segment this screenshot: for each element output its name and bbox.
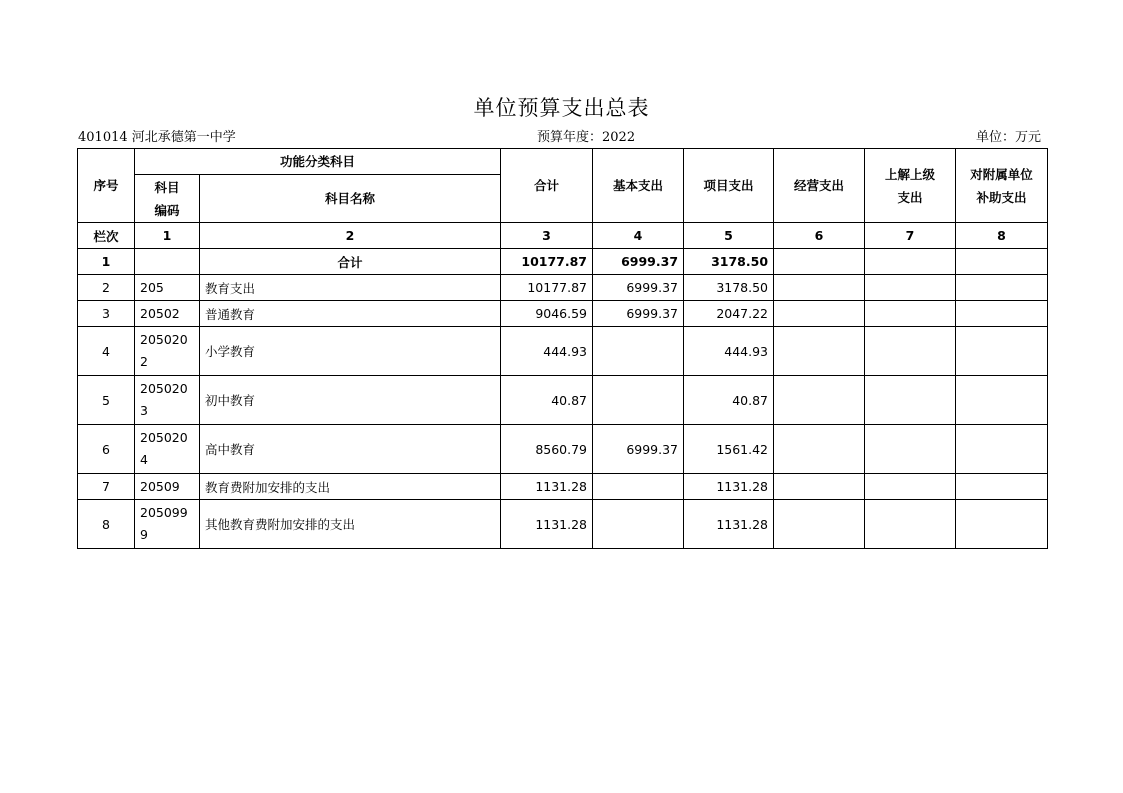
cell-seq: 1 [78, 249, 135, 275]
header-code-line2: 编码 [154, 202, 180, 218]
cell-sub [956, 249, 1048, 275]
cell-operating-expense [774, 275, 865, 301]
cell-project: 2047.22 [684, 301, 774, 327]
table-row [78, 327, 1048, 376]
header-operating-expense: 经营支出 [774, 149, 865, 223]
cell-upper [865, 474, 956, 500]
cell-code: 20502 [135, 301, 200, 327]
cell-project: 444.93 [684, 327, 774, 376]
cell-upper [865, 327, 956, 376]
cell-upper [865, 249, 956, 275]
budget-expenditure-table [77, 148, 1048, 549]
cell-seq: 4 [78, 327, 135, 376]
cell-code: 2050202 [135, 327, 200, 376]
header-total: 合计 [501, 149, 593, 223]
cell-code: 2050999 [135, 500, 200, 549]
index-label: 栏次 [78, 223, 135, 249]
cell-basic [593, 500, 684, 549]
cell-total: 10177.87 [501, 249, 593, 275]
table-row [78, 275, 1048, 301]
index-basic: 4 [593, 223, 684, 249]
cell-name: 教育费附加安排的支出 [200, 474, 501, 500]
table-row [78, 376, 1048, 425]
header-upper-line2: 支出 [897, 189, 923, 205]
column-index-row [78, 223, 1048, 249]
header-sub [956, 149, 1048, 223]
table-row [78, 474, 1048, 500]
cell-sub [956, 327, 1048, 376]
cell-basic: 6999.37 [593, 425, 684, 474]
cell-name: 合计 [200, 249, 501, 275]
cell-upper [865, 500, 956, 549]
cell-name: 教育支出 [200, 275, 501, 301]
cell-total: 9046.59 [501, 301, 593, 327]
cell-sub [956, 425, 1048, 474]
cell-operating-expense [774, 301, 865, 327]
cell-name: 小学教育 [200, 327, 501, 376]
cell-seq: 7 [78, 474, 135, 500]
cell-upper [865, 275, 956, 301]
cell-upper [865, 376, 956, 425]
header-project: 项目支出 [684, 149, 774, 223]
cell-code: 205 [135, 275, 200, 301]
cell-seq: 2 [78, 275, 135, 301]
cell-basic [593, 376, 684, 425]
cell-basic [593, 474, 684, 500]
cell-basic: 6999.37 [593, 301, 684, 327]
cell-total: 8560.79 [501, 425, 593, 474]
table-row [78, 301, 1048, 327]
cell-code: 2050204 [135, 425, 200, 474]
cell-operating-expense [774, 474, 865, 500]
header-name: 科目名称 [200, 175, 501, 223]
header-functional-group: 功能分类科目 [135, 149, 501, 175]
cell-total: 10177.87 [501, 275, 593, 301]
cell-name: 其他教育费附加安排的支出 [200, 500, 501, 549]
cell-seq: 5 [78, 376, 135, 425]
cell-upper [865, 425, 956, 474]
cell-project: 1131.28 [684, 474, 774, 500]
cell-project: 1561.42 [684, 425, 774, 474]
cell-total: 444.93 [501, 327, 593, 376]
cell-sub [956, 500, 1048, 549]
header-upper [865, 149, 956, 223]
cell-name: 初中教育 [200, 376, 501, 425]
cell-seq: 3 [78, 301, 135, 327]
cell-total: 1131.28 [501, 500, 593, 549]
cell-project: 3178.50 [684, 249, 774, 275]
cell-name: 高中教育 [200, 425, 501, 474]
table-row-total [78, 249, 1048, 275]
cell-sub [956, 474, 1048, 500]
index-name: 2 [200, 223, 501, 249]
table-row [78, 425, 1048, 474]
cell-operating-expense [774, 500, 865, 549]
cell-seq: 6 [78, 425, 135, 474]
header-code [135, 175, 200, 223]
cell-name: 普通教育 [200, 301, 501, 327]
cell-seq: 8 [78, 500, 135, 549]
cell-operating-expense [774, 425, 865, 474]
cell-operating-expense [774, 327, 865, 376]
cell-code: 20509 [135, 474, 200, 500]
cell-sub [956, 301, 1048, 327]
index-upper: 7 [865, 223, 956, 249]
cell-operating-expense [774, 376, 865, 425]
cell-upper [865, 301, 956, 327]
cell-basic: 6999.37 [593, 275, 684, 301]
cell-code: 2050203 [135, 376, 200, 425]
header-seq: 序号 [78, 149, 135, 223]
header-basic: 基本支出 [593, 149, 684, 223]
cell-code [135, 249, 200, 275]
cell-total: 40.87 [501, 376, 593, 425]
table-row [78, 500, 1048, 549]
index-operating-expense: 6 [774, 223, 865, 249]
header-sub-line1: 对附属单位 [970, 166, 1033, 182]
header-code-line1: 科目 [154, 179, 180, 195]
header-upper-line1: 上解上级 [885, 166, 936, 182]
index-sub: 8 [956, 223, 1048, 249]
report-title: 单位预算支出总表 [473, 96, 650, 120]
currency-unit: 单位：万元 [975, 130, 1041, 145]
header-row-1 [78, 149, 1048, 175]
index-project: 5 [684, 223, 774, 249]
budget-year: 预算年度：2022 [537, 130, 636, 145]
cell-project: 1131.28 [684, 500, 774, 549]
cell-project: 40.87 [684, 376, 774, 425]
cell-total: 1131.28 [501, 474, 593, 500]
cell-sub [956, 275, 1048, 301]
cell-sub [956, 376, 1048, 425]
cell-operating-expense [774, 249, 865, 275]
cell-project: 3178.50 [684, 275, 774, 301]
cell-basic: 6999.37 [593, 249, 684, 275]
cell-basic [593, 327, 684, 376]
index-total: 3 [501, 223, 593, 249]
index-code: 1 [135, 223, 200, 249]
unit-name: 401014 河北承德第一中学 [78, 130, 236, 145]
header-sub-line2: 补助支出 [976, 189, 1027, 205]
